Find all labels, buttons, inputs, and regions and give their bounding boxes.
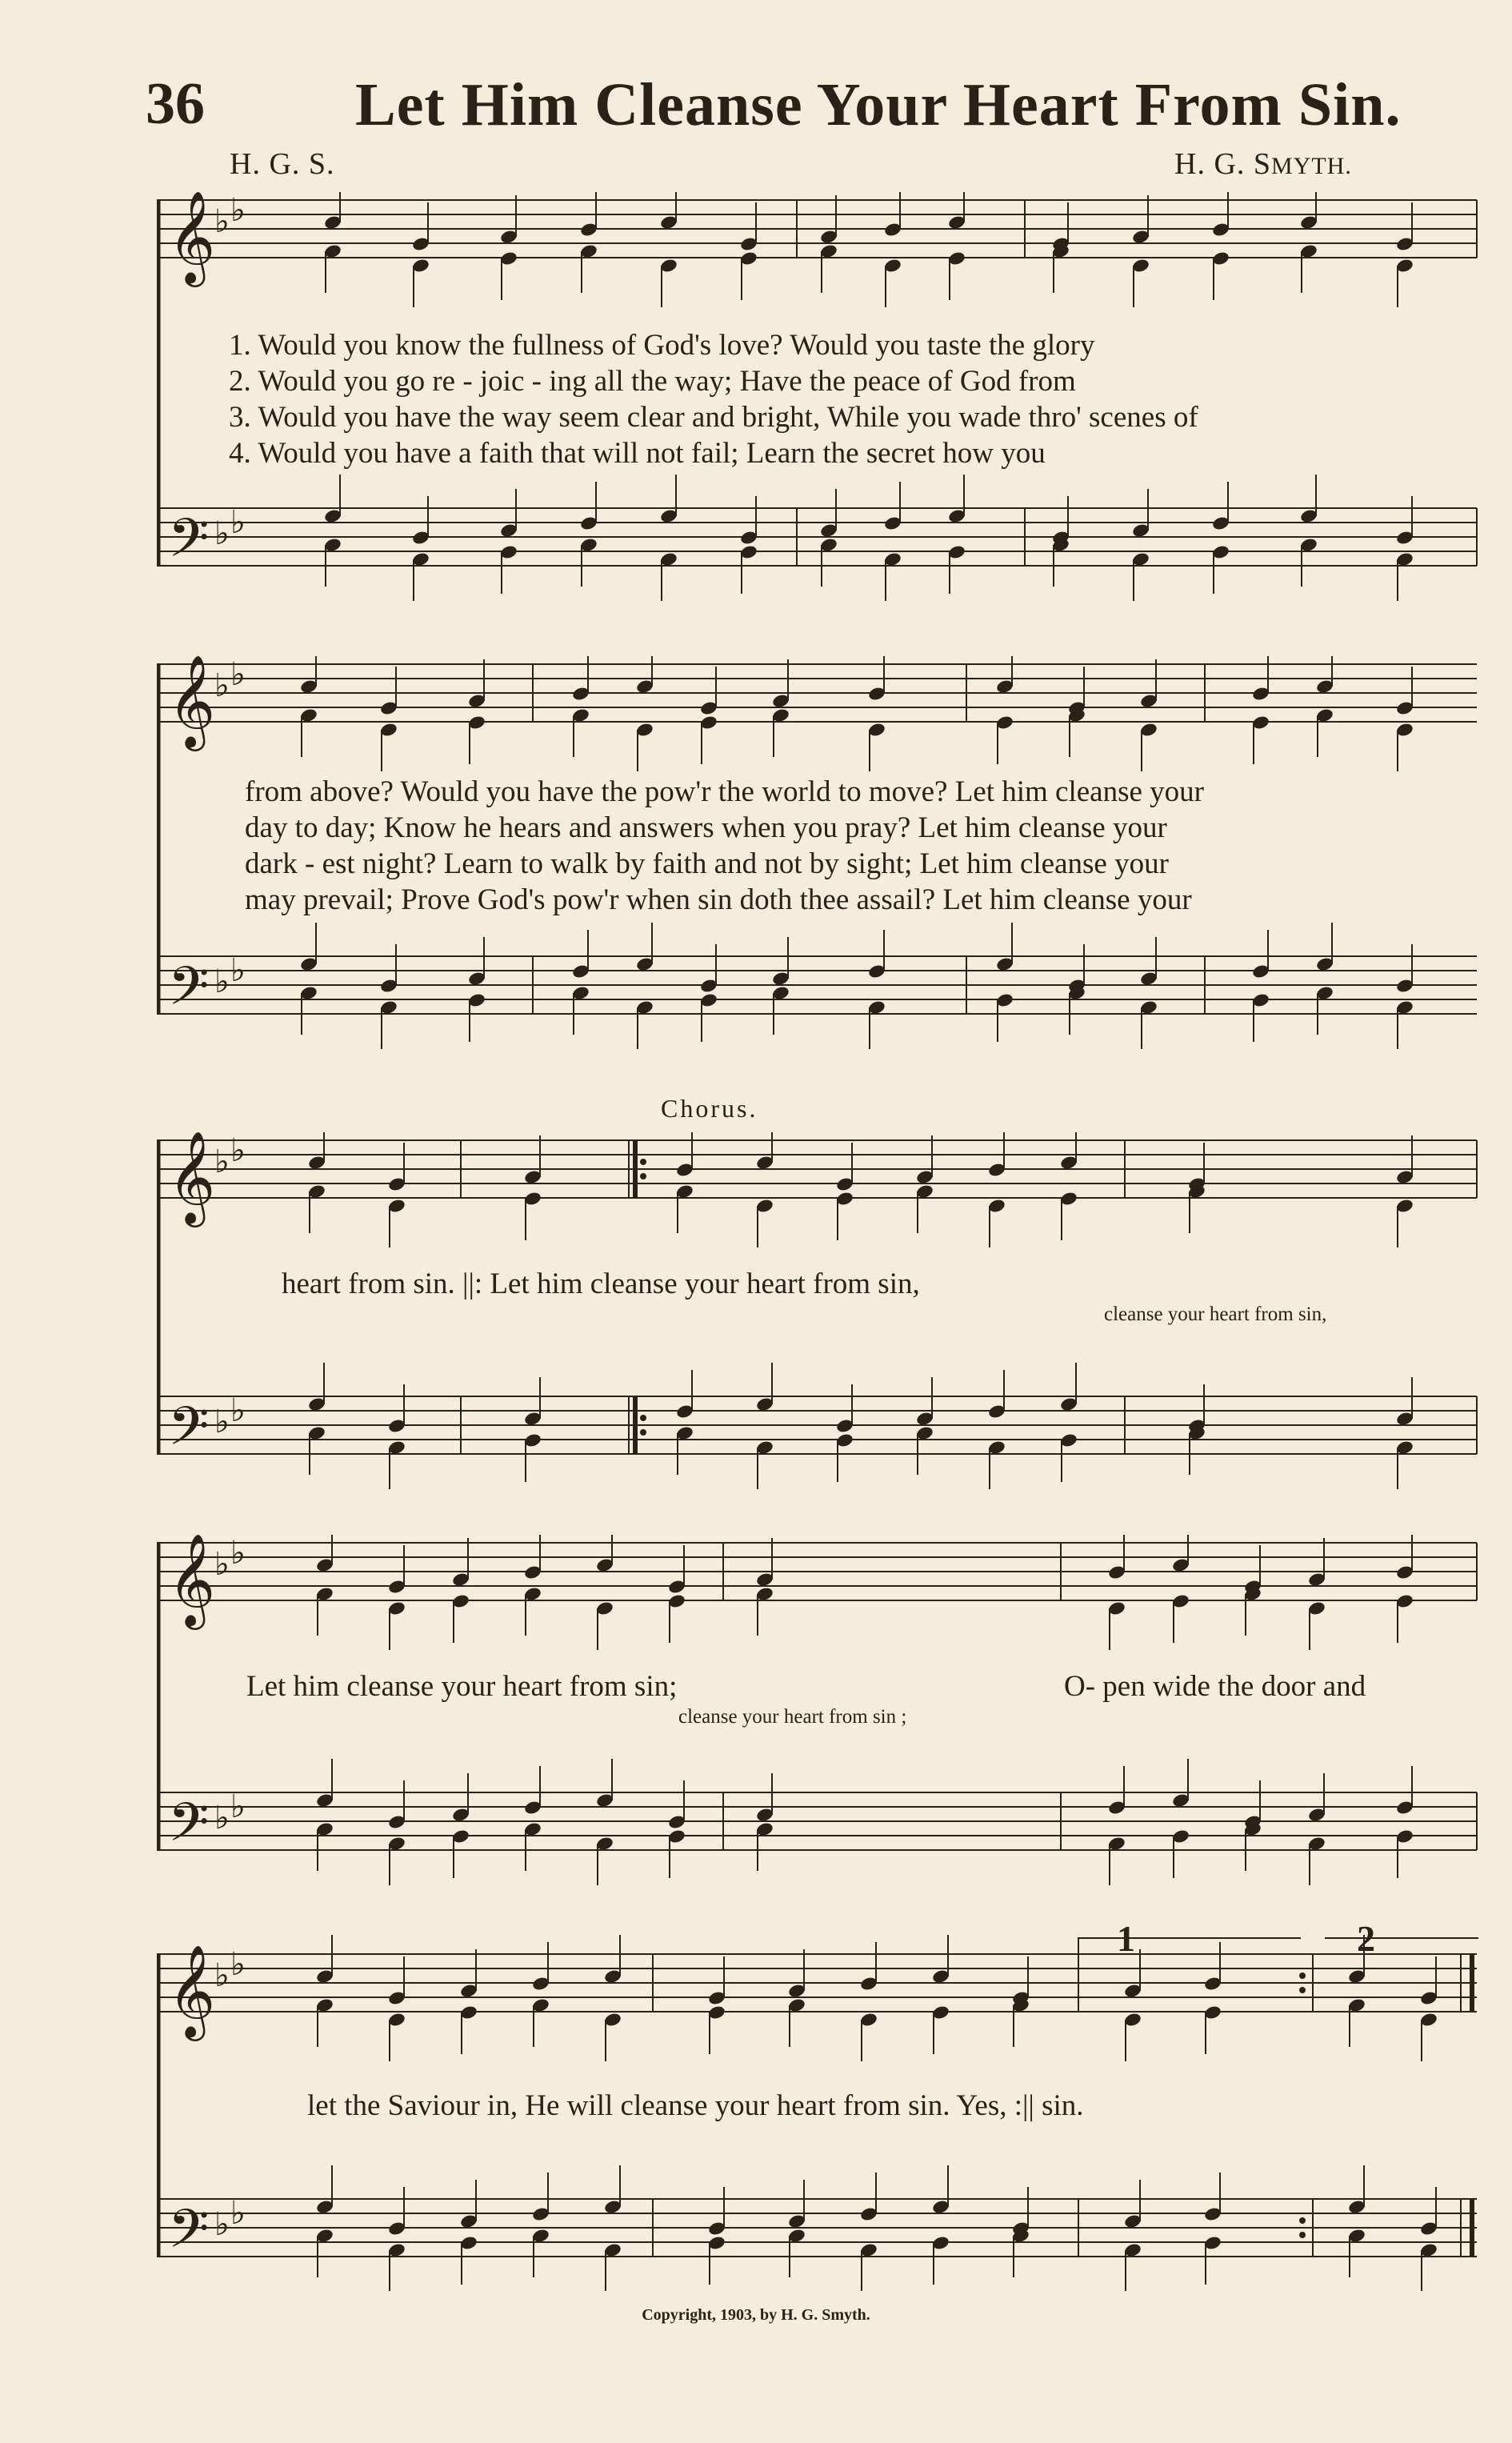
hymn-title: Let Him Cleanse Your Heart From Sin.	[355, 71, 1402, 138]
composer-credit-smallcaps: MYTH.	[1271, 153, 1352, 179]
verse-2-line-2: day to day; Know he hears and answers when you pray? Let him cleanse your	[245, 811, 1167, 844]
svg-text:♭: ♭	[214, 963, 230, 999]
svg-text:♭: ♭	[214, 667, 230, 703]
chorus-label: Chorus.	[661, 1094, 758, 1123]
chorus-lyric-line-3: let the Saviour in, He will cleanse your heart from sin. Yes, :|| sin.	[307, 2089, 1084, 2122]
svg-text:♭: ♭	[214, 515, 230, 551]
svg-text:♭: ♭	[230, 1946, 246, 1982]
svg-text:𝄞: 𝄞	[168, 1944, 216, 2037]
svg-text:𝄞: 𝄞	[168, 192, 216, 283]
music-system-1	[157, 192, 1478, 632]
music-system-4	[157, 1535, 1478, 1903]
svg-text:𝄢: 𝄢	[168, 2198, 210, 2273]
chorus-small-lyric-2: cleanse your heart from sin ;	[678, 1706, 907, 1728]
verse-3-line-1: 3. Would you have the way seem clear and bright, While you wade thro' scenes of	[229, 401, 1198, 434]
svg-text:♭: ♭	[214, 2206, 230, 2242]
svg-text:♭: ♭	[214, 1546, 230, 1582]
svg-text:𝄞: 𝄞	[168, 1132, 216, 1224]
page-number: 36	[146, 71, 205, 137]
chorus-lyric-line-2-right: O- pen wide the door and	[1064, 1670, 1366, 1703]
first-ending-number: 1	[1117, 1918, 1135, 1959]
svg-text:♭: ♭	[230, 504, 246, 540]
verse-1-line-1: 1. Would you know the fullness of God's love? Would you taste the glory	[229, 329, 1095, 362]
svg-text:♭: ♭	[230, 952, 246, 988]
verse-4-line-1: 4. Would you have a faith that will not fail; Learn the secret how you	[229, 437, 1046, 470]
svg-text:♭: ♭	[230, 2195, 246, 2231]
svg-text:♭: ♭	[230, 1392, 246, 1428]
svg-text:𝄢: 𝄢	[168, 955, 210, 1030]
svg-text:♭: ♭	[214, 1957, 230, 1993]
lyricist-credit: H. G. S.	[230, 147, 335, 181]
chorus-small-lyric-1: cleanse your heart from sin,	[1104, 1304, 1327, 1325]
svg-text:𝄢: 𝄢	[168, 507, 210, 582]
svg-text:♭: ♭	[214, 1143, 230, 1179]
music-system-5	[157, 1918, 1478, 2291]
svg-text:♭: ♭	[230, 192, 246, 228]
second-ending-number: 2	[1357, 1918, 1375, 1959]
svg-text:♭: ♭	[230, 1788, 246, 1824]
svg-text:♭: ♭	[214, 1800, 230, 1836]
svg-text:♭: ♭	[230, 1535, 246, 1571]
svg-text:♭: ♭	[214, 1404, 230, 1440]
verse-1-line-2: from above? Would you have the pow'r the world to move? Let him cleanse your	[245, 775, 1204, 808]
composer-credit-main: H. G. S	[1174, 147, 1272, 181]
svg-text:♭: ♭	[230, 656, 246, 692]
verse-3-line-2: dark - est night? Learn to walk by faith and not by sight; Let him cleanse your	[245, 847, 1169, 880]
svg-text:♭: ♭	[214, 203, 230, 239]
chorus-lyric-line-1: heart from sin. ||: Let him cleanse your heart from sin,	[282, 1268, 920, 1300]
chorus-lyric-line-2: Let him cleanse your heart from sin;	[246, 1670, 678, 1703]
verse-4-line-2: may prevail; Prove God's pow'r when sin doth thee assail? Let him cleanse your	[245, 883, 1192, 916]
copyright-notice: Copyright, 1903, by H. G. Smyth.	[642, 2306, 870, 2324]
svg-text:𝄢: 𝄢	[168, 1792, 210, 1866]
svg-text:𝄞: 𝄞	[168, 1535, 216, 1626]
music-system-3	[157, 1132, 1478, 1504]
svg-text:♭: ♭	[230, 1132, 246, 1168]
svg-text:𝄢: 𝄢	[168, 1396, 210, 1470]
svg-text:𝄞: 𝄞	[168, 656, 216, 747]
verse-2-line-1: 2. Would you go re - joic - ing all the way; Have the peace of God from	[229, 365, 1076, 398]
composer-credit	[1174, 146, 1352, 182]
music-system-2	[157, 656, 1478, 1072]
